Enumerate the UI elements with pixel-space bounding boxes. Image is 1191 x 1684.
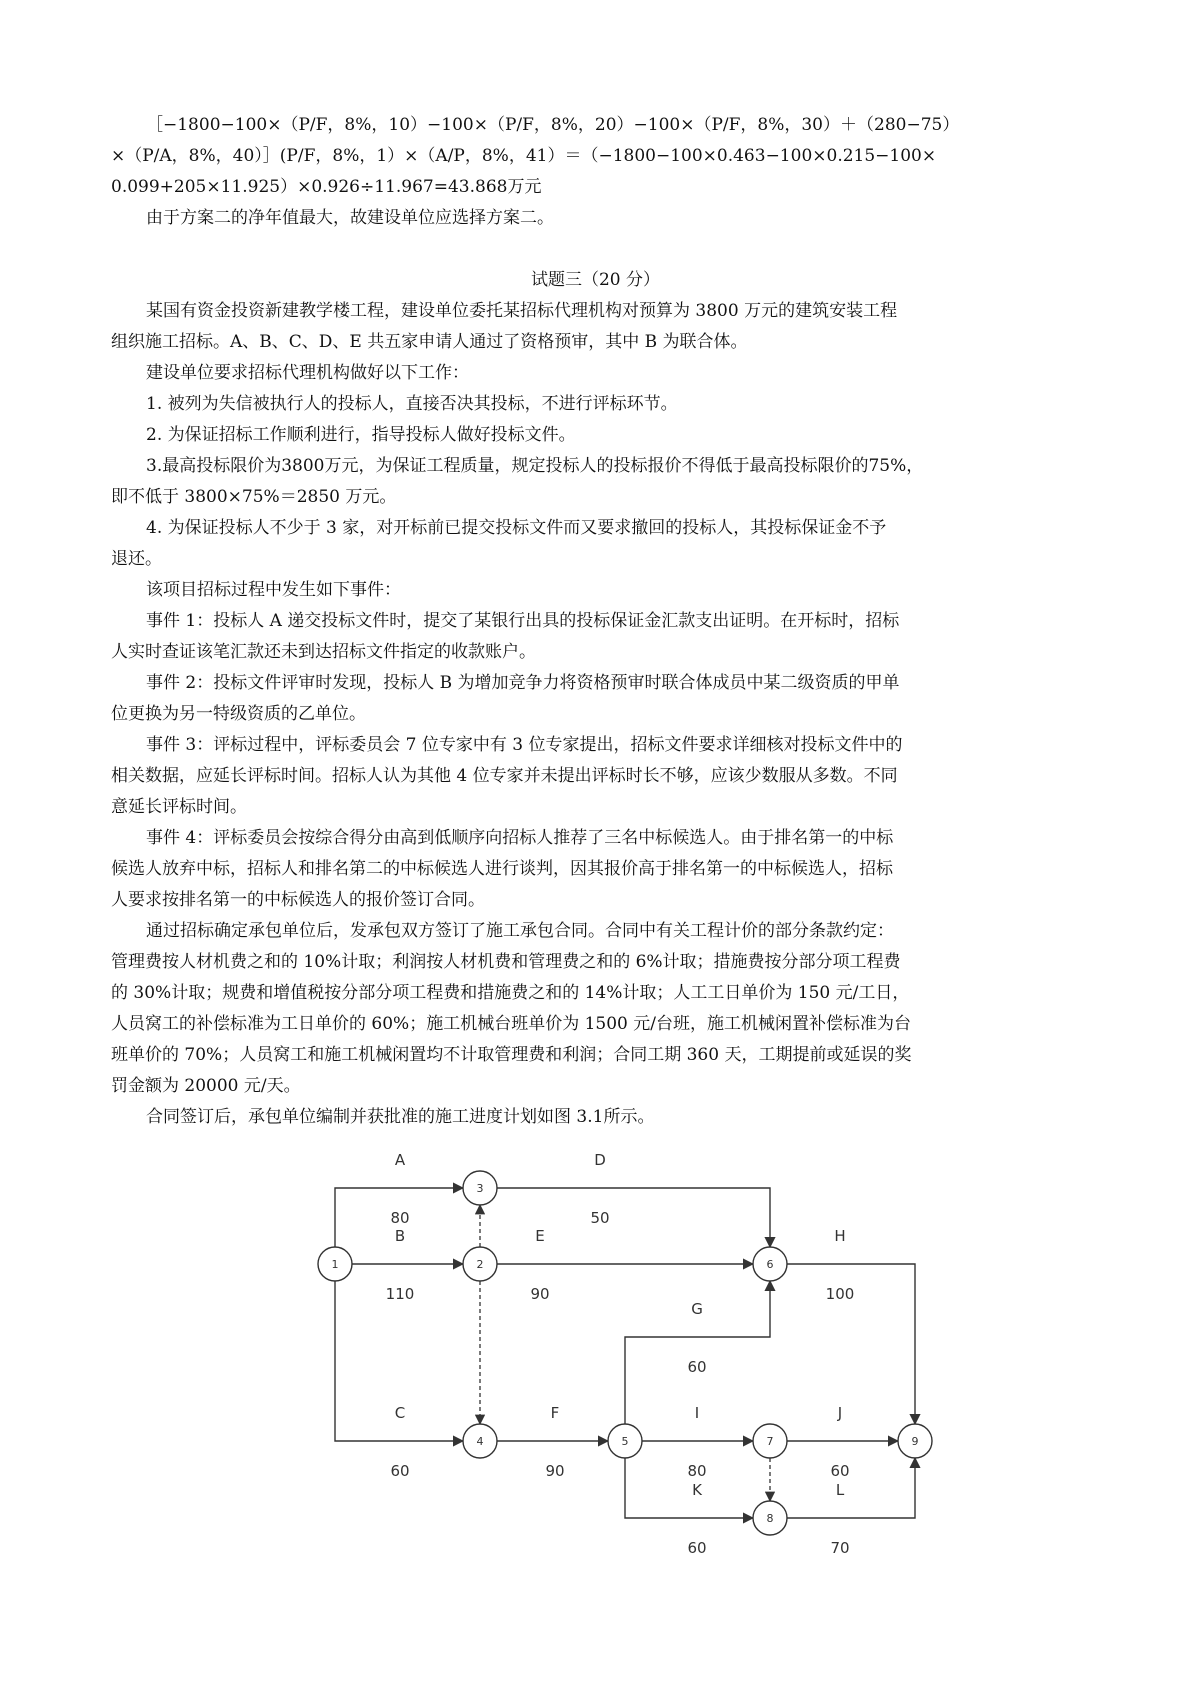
event-4-cont: 候选人放弃中标，招标人和排名第二的中标候选人进行谈判，因其报价高于排名第一的中标候选人，招标 xyxy=(111,859,893,879)
event-3-cont: 相关数据，应延长评标时间。招标人认为其他 4 位专家并未提出评标时长不够，应该少数服从多数。不同 xyxy=(111,766,898,786)
activity-name-h: H xyxy=(834,1227,846,1245)
activity-duration-f: 90 xyxy=(545,1462,565,1480)
paragraph-events: 该项目招标过程中发生如下事件： xyxy=(146,580,401,600)
contract-text-2: 管理费按人材机费之和的 10%计取；利润按人材机费和管理费之和的 6%计取；措施费按分部分项工程费 xyxy=(111,952,901,972)
requirement-1: 1. 被列为失信被执行人的投标人，直接否决其投标，不进行评标环节。 xyxy=(146,394,678,414)
activity-duration-i: 80 xyxy=(687,1462,707,1480)
event-3-cont-2: 意延长评标时间。 xyxy=(111,797,247,817)
node-label-8: 8 xyxy=(766,1512,774,1525)
formula-line-3: 0.099+205×11.925）×0.926÷11.967=43.868万元 xyxy=(111,177,542,197)
activity-duration-h: 100 xyxy=(825,1285,855,1303)
activity-name-k: K xyxy=(692,1481,702,1499)
activity-name-f: F xyxy=(550,1404,560,1422)
paragraph-intro: 某国有资金投资新建教学楼工程，建设单位委托某招标代理机构对预算为 3800 万元的建筑安装工程 xyxy=(146,301,898,321)
event-2: 事件 2：投标文件评审时发现，投标人 B 为增加竞争力将资格预审时联合体成员中某二级资质的甲单 xyxy=(146,673,900,693)
activity-name-e: E xyxy=(535,1227,545,1245)
node-label-7: 7 xyxy=(766,1435,774,1448)
activity-duration-a: 80 xyxy=(390,1209,410,1227)
node-label-9: 9 xyxy=(911,1435,919,1448)
activity-name-d: D xyxy=(594,1151,606,1169)
activity-name-l: L xyxy=(835,1481,845,1499)
event-4-cont-2: 人要求按排名第一的中标候选人的报价签订合同。 xyxy=(111,890,485,910)
activity-arrow-l xyxy=(787,1458,915,1518)
event-2-cont: 位更换为另一特级资质的乙单位。 xyxy=(111,704,366,724)
event-1-cont: 人实时查证该笔汇款还未到达招标文件指定的收款账户。 xyxy=(111,642,536,662)
section-title: 试题三（20 分） xyxy=(530,270,661,290)
activity-duration-j: 60 xyxy=(830,1462,850,1480)
activity-name-a: A xyxy=(394,1151,406,1169)
requirement-3-cont: 即不低于 3800×75%＝2850 万元。 xyxy=(111,487,397,507)
requirement-3: 3.最高投标限价为3800万元，为保证工程质量，规定投标人的投标报价不得低于最高投标限价的75%， xyxy=(146,456,924,476)
contract-text-6: 罚金额为 20000 元/天。 xyxy=(111,1076,301,1096)
contract-text-5: 班单价的 70%；人员窝工和施工机械闲置均不计取管理费和利润；合同工期 360 天，工期提前或延误的奖 xyxy=(111,1045,912,1065)
figure-caption: 合同签订后，承包单位编制并获批准的施工进度计划如图 3.1所示。 xyxy=(146,1107,655,1127)
event-1: 事件 1：投标人 A 递交投标文件时，提交了某银行出具的投标保证金汇款支出证明。在开标时，招标 xyxy=(146,611,900,631)
activity-duration-e: 90 xyxy=(530,1285,550,1303)
paragraph-requirements: 建设单位要求招标代理机构做好以下工作： xyxy=(146,363,469,383)
node-label-5: 5 xyxy=(621,1435,629,1448)
paragraph-intro-cont: 组织施工招标。A、B、C、D、E 共五家申请人通过了资格预审，其中 B 为联合体。 xyxy=(111,332,748,352)
activity-duration-b: 110 xyxy=(385,1285,415,1303)
contract-text-3: 的 30%计取；规费和增值税按分部分项工程费和措施费之和的 14%计取；人工工日单价为 150 元/工日， xyxy=(111,983,910,1003)
diagram-labels xyxy=(386,1151,855,1557)
activity-name-i: I xyxy=(694,1404,700,1422)
activity-duration-k: 60 xyxy=(687,1539,707,1557)
requirement-2: 2. 为保证招标工作顺利进行，指导投标人做好投标文件。 xyxy=(146,425,576,445)
formula-line-1: ［−1800−100×（P/F，8%，10）−100×（P/F，8%，20）−100×（P/F，8%，30）＋（280−75） xyxy=(146,115,960,135)
requirement-4-cont: 退还。 xyxy=(111,549,162,569)
activity-name-g: G xyxy=(691,1300,703,1318)
activity-duration-d: 50 xyxy=(590,1209,610,1227)
node-label-4: 4 xyxy=(476,1435,484,1448)
contract-text: 通过招标确定承包单位后，发承包双方签订了施工承包合同。合同中有关工程计价的部分条款约定： xyxy=(146,921,894,941)
activity-name-b: B xyxy=(394,1227,406,1245)
node-label-2: 2 xyxy=(476,1258,484,1271)
node-label-3: 3 xyxy=(476,1182,484,1195)
conclusion-text: 由于方案二的净年值最大，故建设单位应选择方案二。 xyxy=(146,208,554,228)
activity-name-j: J xyxy=(837,1404,843,1422)
contract-text-4: 人员窝工的补偿标准为工日单价的 60%；施工机械台班单价为 1500 元/台班，施工机械闲置补偿标准为台 xyxy=(111,1014,911,1034)
activity-duration-l: 70 xyxy=(830,1539,850,1557)
requirement-4: 4. 为保证投标人不少于 3 家，对开标前已提交投标文件而又要求撤回的投标人，其投标保证金不予 xyxy=(146,518,887,538)
activity-duration-g: 60 xyxy=(687,1358,707,1376)
activity-name-c: C xyxy=(394,1404,406,1422)
node-label-6: 6 xyxy=(766,1258,774,1271)
event-4: 事件 4：评标委员会按综合得分由高到低顺序向招标人推荐了三名中标候选人。由于排名第一的中标 xyxy=(146,828,894,848)
node-label-1: 1 xyxy=(331,1258,339,1271)
activity-duration-c: 60 xyxy=(390,1462,410,1480)
event-3: 事件 3：评标过程中，评标委员会 7 位专家中有 3 位专家提出，招标文件要求详细核对投标文件中的 xyxy=(146,735,903,755)
formula-line-2: ×（P/A，8%，40）］(P/F，8%，1）×（A/P，8%，41）＝（−1800−100×0.463−100×0.215−100× xyxy=(111,146,937,166)
diagram-edges xyxy=(335,1188,915,1518)
